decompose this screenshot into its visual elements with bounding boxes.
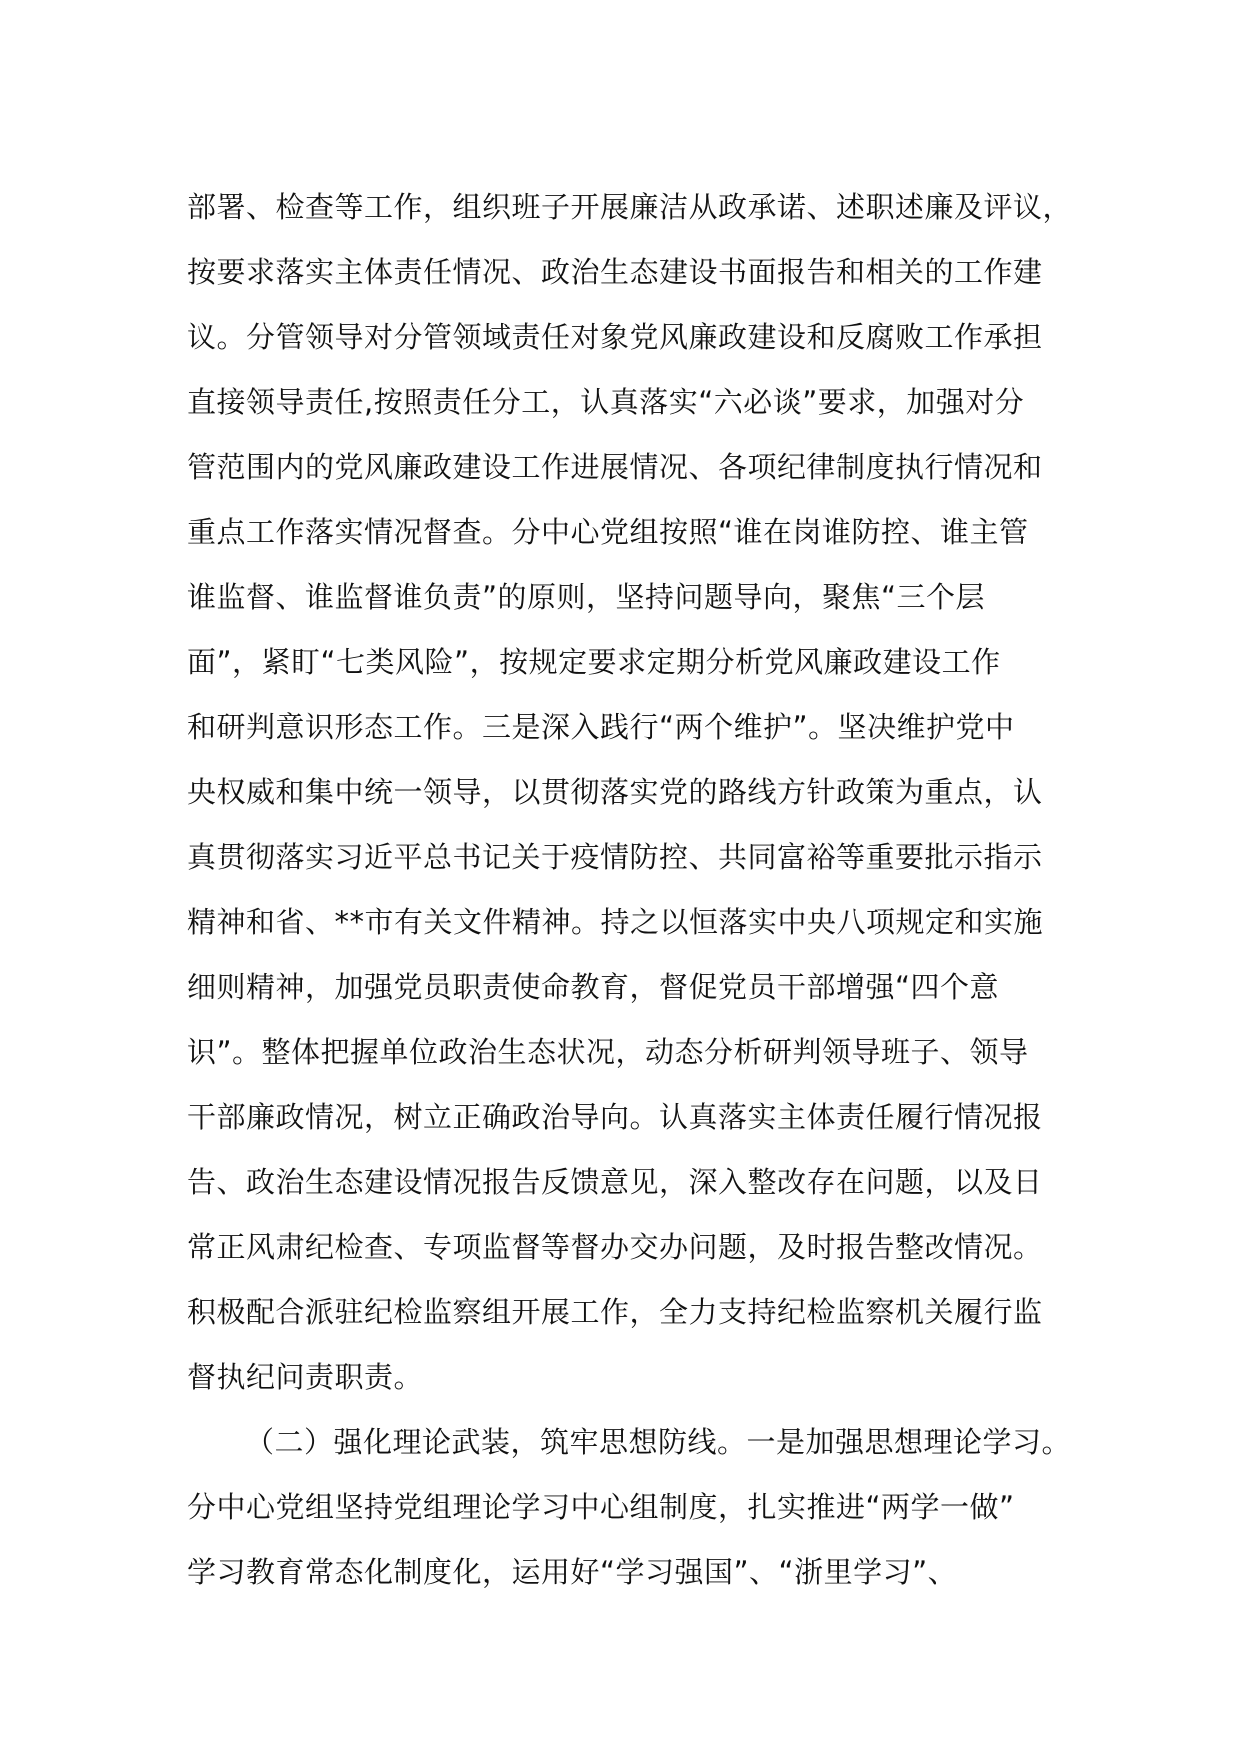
text-line: 督执纪问责职责。 [187,1360,424,1394]
text-line: 干部廉政情况，树立正确政治导向。认真落实主体责任履行情况报 [187,1100,1043,1134]
text-line: 告、政治生态建设情况报告反馈意见，深入整改存在问题，以及日 [187,1165,1043,1199]
text-line: 按要求落实主体责任情况、政治生态建设书面报告和相关的工作建 [187,255,1043,289]
text-line: 议。分管领导对分管领域责任对象党风廉政建设和反腐败工作承担 [187,320,1043,354]
text-line: 积极配合派驻纪检监察组开展工作，全力支持纪检监察机关履行监 [187,1295,1043,1329]
text-line: 直接领导责任,按照责任分工，认真落实“六必谈”要求，加强对分 [187,385,1025,419]
text-line: 谁监督、谁监督谁负责”的原则，坚持问题导向，聚焦“三个层 [187,580,986,614]
text-line: 部署、检查等工作，组织班子开展廉洁从政承诺、述职述廉及评议， [187,190,1073,224]
text-line: 精神和省、**市有关文件精神。持之以恒落实中央八项规定和实施 [187,905,1044,939]
text-line: 识”。整体把握单位政治生态状况，动态分析研判领导班子、领导 [187,1035,1029,1069]
document-body [187,175,1073,1605]
section-heading-line: （二）强化理论武装，筑牢思想防线。一是加强思想理论学习。 [245,1425,1072,1459]
text-line: 分中心党组坚持党组理论学习中心组制度，扎实推进“两学一做” [187,1490,1015,1524]
text-line: 常正风肃纪检查、专项监督等督办交办问题，及时报告整改情况。 [187,1230,1043,1264]
text-line: 细则精神，加强党员职责使命教育，督促党员干部增强“四个意 [187,970,1000,1004]
text-line: 真贯彻落实习近平总书记关于疫情防控、共同富裕等重要批示指示 [187,840,1043,874]
text-line: 面”，紧盯“七类风险”，按规定要求定期分析党风廉政建设工作 [187,645,1001,679]
text-line: 学习教育常态化制度化，运用好“学习强国”、“浙里学习”、 [187,1555,958,1589]
text-line: 重点工作落实情况督查。分中心党组按照“谁在岗谁防控、谁主管 [187,515,1029,549]
text-line: 和研判意识形态工作。三是深入践行“两个维护”。坚决维护党中 [187,710,1015,744]
text-line: 管范围内的党风廉政建设工作进展情况、各项纪律制度执行情况和 [187,450,1043,484]
text-line: 央权威和集中统一领导，以贯彻落实党的路线方针政策为重点，认 [187,775,1043,809]
